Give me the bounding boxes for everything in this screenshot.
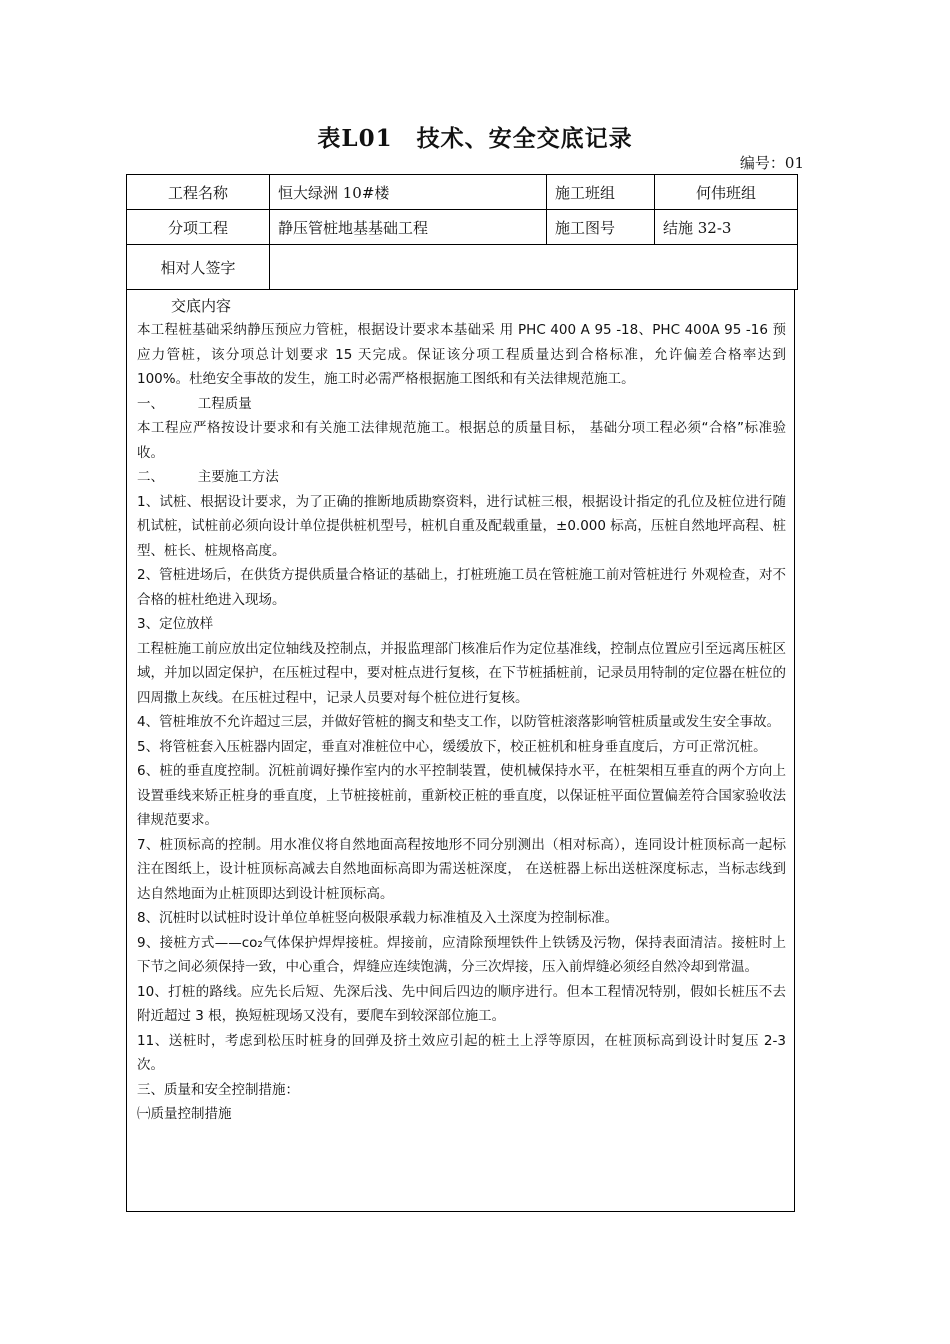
- table-row: [127, 175, 798, 210]
- paragraph: 1、试桩、根据设计要求，为了正确的推断地质勘察资料，进行试桩三根，根据设计指定的孔位及桩位进行随机试桩，试桩前必须向设计单位提供桩机型号，桩机自重及配载重量，±0.000 标高，压桩自然地坪高程、桩型、桩长、桩规格高度。: [137, 493, 786, 559]
- team-value: 何伟班组: [655, 175, 798, 210]
- paragraph: 3、定位放样: [137, 616, 214, 632]
- paragraph: 8、沉桩时以试桩时设计单位单桩竖向极限承载力标准植及入土深度为控制标准。: [137, 910, 619, 926]
- paragraph: 一、 工程质量: [137, 395, 252, 412]
- sign-label: 相对人签字: [127, 245, 270, 290]
- table-row: [127, 210, 798, 245]
- header-table: [126, 174, 798, 290]
- paragraph: 9、接桩方式——co₂气体保护焊焊接桩。焊接前，应清除预埋铁件上铁锈及污物，保持表面清洁。接桩时上下节之间必须保持一致，中心重合，焊缝应连续饱满，分三次焊接，压入前焊缝必须经自然冷却到常温。: [137, 934, 786, 975]
- table-row: [127, 245, 798, 290]
- paragraph: 4、管桩堆放不允许超过三层，并做好管桩的搁支和垫支工作，以防管桩滚落影响管桩质量或发生安全事故。: [137, 714, 781, 730]
- paragraph: 7、桩顶标高的控制。用水准仪将自然地面高程按地形不同分别测出（相对标高），连同设计桩顶标高一起标注在图纸上，设计桩顶标高减去自然地面标高即为需送桩深度， 在送桩器上标出送桩深度标志，当标志线到达自然地面为止桩顶即达到设计桩顶标高。: [137, 836, 786, 902]
- sub-project-value: 静压管桩地基基础工程: [270, 210, 547, 245]
- paragraph: 二、 主要施工方法: [137, 469, 279, 485]
- paragraph: 工程桩施工前应放出定位轴线及控制点，并报监理部门核准后作为定位基准线，控制点位置应引至远离压桩区域，并加以固定保护，在压桩过程中，要对桩点进行复核，在下节桩插桩前，记录员用特制的定位器在桩位的四周撒上灰线。在压桩过程中，记录人员要对每个桩位进行复核。: [137, 640, 786, 706]
- paragraph: 5、将管桩套入压桩器内固定，垂直对准桩位中心，缓缓放下，校正桩机和桩身垂直度后，方可正常沉桩。: [137, 738, 767, 755]
- sign-field: [270, 245, 798, 290]
- paragraph: 本工程桩基础采纳静压预应力管桩，根据设计要求本基础采 用 PHC 400 A 95 -18、PHC 400A 95 -16 预应力管桩，该分项总计划要求 15 天完成。保证该分项工程质量达到合格标准，允许偏差合格率达到 100%。杜绝安全事故的发生，施工时必需严格根据施工图纸和有关法律规范施工。: [137, 322, 786, 387]
- paragraph: ㈠质量控制措施: [137, 1106, 232, 1122]
- disclosure-content: [126, 290, 795, 1212]
- sub-project-label: 分项工程: [127, 210, 270, 245]
- drawing-label: 施工图号: [547, 210, 655, 245]
- drawing-value: 结施 32-3: [655, 210, 798, 245]
- page-title: 表L01 技术、安全交底记录: [317, 125, 633, 152]
- paragraph: 11、送桩时，考虑到松压时桩身的回弹及挤土效应引起的桩土上浮等原因，在桩顶标高到设计时复压 2-3 次。: [137, 1032, 786, 1073]
- paragraph: 2、管桩进场后，在供货方提供质量合格证的基础上，打桩班施工员在管桩施工前对管桩进行 外观检查，对不合格的桩杜绝进入现场。: [137, 567, 786, 608]
- paragraph: 6、桩的垂直度控制。沉桩前调好操作室内的水平控制装置，使机械保持水平，在桩架相互垂直的两个方向上设置垂线来矫正桩身的垂直度，上节桩接桩前，重新校正桩的垂直度，以保证桩平面位置偏差符合国家验收法律规范要求。: [137, 763, 786, 828]
- content-heading: 交底内容: [171, 297, 232, 315]
- team-label: 施工班组: [547, 175, 655, 210]
- paragraph: 10、打桩的路线。应先长后短、先深后浅、先中间后四边的顺序进行。但本工程情况特别，假如长桩压不去附近超过 3 根，换短桩现场又没有，要爬车到较深部位施工。: [137, 983, 786, 1024]
- project-name-label: 工程名称: [127, 175, 270, 210]
- paragraph: 三、质量和安全控制措施：: [137, 1081, 299, 1098]
- project-name-value: 恒大绿洲 10#楼: [270, 175, 547, 210]
- paragraph: 本工程应严格按设计要求和有关施工法律规范施工。根据总的质量目标， 基础分项工程必须“合格”标准验收。: [137, 420, 786, 461]
- document-number: 编号：01: [739, 154, 804, 172]
